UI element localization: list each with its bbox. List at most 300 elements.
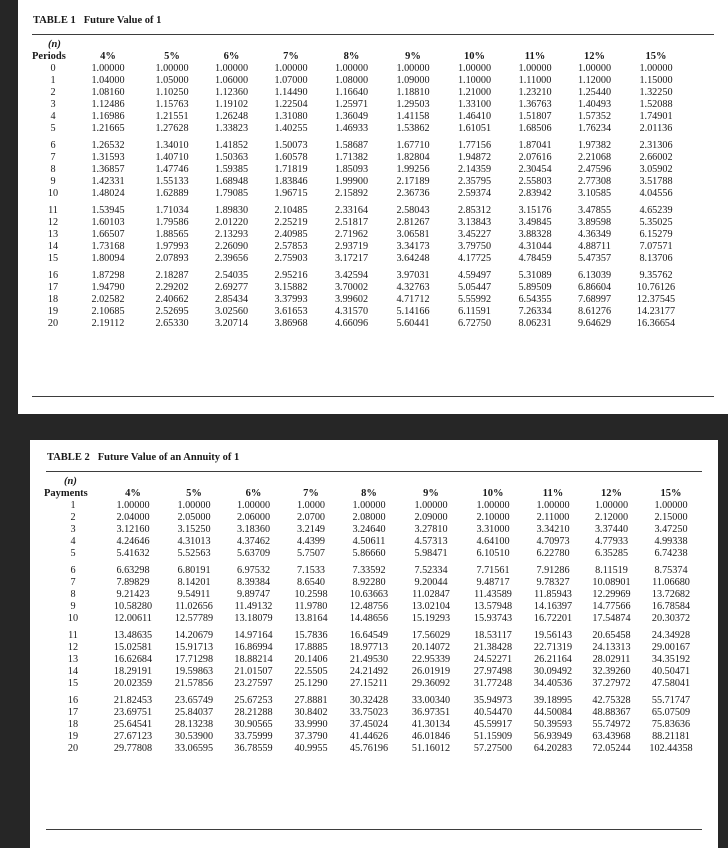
header-row (44, 488, 702, 500)
value-cell: 45.59917 (473, 719, 513, 730)
value-cell: 55.71747 (651, 695, 691, 706)
value-cell: 11.49132 (234, 601, 273, 612)
value-cell: 18.97713 (349, 642, 389, 653)
value-cell: 9.48717 (476, 577, 510, 588)
value-cell: 25.67253 (234, 695, 273, 706)
value-cell: 1.10250 (155, 87, 189, 98)
value-cell: 64.20283 (533, 743, 573, 754)
table-1-panel (18, 0, 728, 414)
value-cell: 15.91713 (174, 642, 214, 653)
value-cell: 1.00000 (334, 63, 369, 74)
value-cell: 2.39656 (214, 253, 249, 264)
period-label: 8 (70, 589, 76, 600)
value-cell: 18.53117 (474, 630, 512, 641)
value-cell: 13.18079 (234, 613, 273, 624)
row-header-label: Periods (32, 51, 66, 62)
value-cell: 2.66002 (639, 152, 673, 163)
value-cell: 4.77933 (594, 536, 629, 547)
value-cell: 18.88214 (234, 654, 273, 665)
period-label: 6 (50, 140, 56, 151)
value-cell: 30.53900 (174, 731, 214, 742)
value-cell: 27.8881 (294, 695, 328, 706)
value-cell: 33.75023 (349, 707, 389, 718)
value-cell: 2.10485 (274, 205, 308, 216)
table-row (32, 99, 688, 111)
value-cell: 1.08160 (91, 87, 125, 98)
value-cell: 2.07616 (518, 152, 552, 163)
value-cell: 37.27972 (592, 678, 631, 689)
value-cell: 1.73168 (91, 241, 125, 252)
value-cell: 1.52088 (639, 99, 673, 110)
value-cell: 2.29202 (155, 282, 189, 293)
value-cell: 3.12160 (116, 524, 150, 535)
table-1-bottom-rule (32, 396, 714, 397)
period-label: 11 (48, 205, 58, 216)
value-cell: 3.37993 (274, 294, 308, 305)
value-cell: 2.77308 (577, 176, 612, 187)
value-cell: 31.77248 (473, 678, 513, 689)
value-cell: 2.04000 (116, 512, 150, 523)
value-cell: 28.02911 (592, 654, 631, 665)
period-label: 9 (50, 176, 56, 187)
value-cell: 37.45024 (349, 719, 389, 730)
table-row (44, 589, 702, 601)
value-cell: 1.29503 (396, 99, 430, 110)
value-cell: 15.02581 (113, 642, 153, 653)
value-cell: 1.62889 (155, 188, 189, 199)
value-cell: 20.02359 (113, 678, 153, 689)
value-cell: 7.1533 (296, 565, 325, 576)
period-label: 20 (47, 318, 59, 329)
value-cell: 2.81267 (396, 217, 430, 228)
table-1-top-rule (32, 34, 714, 35)
value-cell: 1.00000 (91, 63, 125, 74)
period-label: 16 (47, 270, 59, 281)
value-cell: 1.83846 (274, 176, 308, 187)
value-cell: 4.4399 (296, 536, 325, 547)
value-cell: 6.35285 (594, 548, 629, 559)
value-cell: 40.54470 (473, 707, 513, 718)
value-cell: 2.08000 (352, 512, 386, 523)
value-cell: 2.75903 (274, 253, 308, 264)
period-label: 17 (67, 707, 79, 718)
period-label: 5 (50, 123, 56, 134)
rate-header: 6% (245, 488, 262, 499)
value-cell: 51.16012 (411, 743, 451, 754)
value-cell: 29.36092 (411, 678, 451, 689)
period-label: 12 (67, 642, 79, 653)
value-cell: 1.99900 (334, 176, 369, 187)
value-cell: 2.69277 (214, 282, 249, 293)
value-cell: 4.71712 (396, 294, 430, 305)
value-cell: 5.47357 (577, 253, 612, 264)
period-label: 3 (70, 524, 76, 535)
value-cell: 1.22504 (274, 99, 308, 110)
table-1-number: TABLE 1 (33, 15, 76, 26)
value-cell: 6.80191 (177, 565, 211, 576)
value-cell: 14.97164 (234, 630, 273, 641)
value-cell: 1.00000 (116, 500, 150, 511)
value-cell: 1.16986 (91, 111, 125, 122)
value-cell: 3.18360 (236, 524, 271, 535)
value-cell: 48.88367 (592, 707, 631, 718)
value-cell: 1.87041 (518, 140, 552, 151)
value-cell: 4.31044 (518, 241, 552, 252)
value-cell: 30.32428 (349, 695, 389, 706)
period-label: 2 (50, 87, 56, 98)
value-cell: 20.14072 (411, 642, 451, 653)
value-cell: 1.18810 (396, 87, 430, 98)
value-cell: 1.33100 (457, 99, 492, 110)
value-cell: 15.93743 (473, 613, 513, 624)
value-cell: 2.85434 (214, 294, 249, 305)
value-cell: 11.43589 (474, 589, 512, 600)
table-row (32, 75, 688, 87)
table-row (32, 253, 688, 265)
value-cell: 34.40536 (533, 678, 573, 689)
value-cell: 4.70973 (536, 536, 570, 547)
value-cell: 1.68948 (214, 176, 249, 187)
period-label: 19 (67, 731, 79, 742)
value-cell: 2.30454 (518, 164, 552, 175)
table-row (32, 318, 688, 330)
value-cell: 10.2598 (294, 589, 328, 600)
value-cell: 1.25440 (577, 87, 612, 98)
value-cell: 2.10685 (91, 306, 125, 317)
rate-header: 6% (223, 51, 240, 62)
value-cell: 1.00000 (594, 500, 629, 511)
table-row (32, 176, 688, 188)
table-row (44, 512, 702, 524)
value-cell: 11.02656 (175, 601, 213, 612)
value-cell: 24.13313 (592, 642, 631, 653)
value-cell: 1.00000 (274, 63, 308, 74)
value-cell: 32.39260 (592, 666, 631, 677)
value-cell: 1.00000 (396, 63, 430, 74)
value-cell: 2.40662 (155, 294, 189, 305)
value-cell: 23.27597 (234, 678, 273, 689)
value-cell: 7.52334 (414, 565, 448, 576)
value-cell: 3.99602 (334, 294, 369, 305)
value-cell: 3.47250 (654, 524, 688, 535)
value-cell: 14.16397 (533, 601, 573, 612)
value-cell: 2.19112 (91, 318, 125, 329)
value-cell: 2.11000 (536, 512, 570, 523)
value-cell: 4.31570 (334, 306, 369, 317)
table-row (44, 500, 702, 512)
value-cell: 4.99338 (654, 536, 688, 547)
value-cell: 4.59497 (457, 270, 492, 281)
table-row (44, 642, 702, 654)
value-cell: 1.31593 (91, 152, 125, 163)
value-cell: 27.15211 (350, 678, 388, 689)
value-cell: 1.58687 (334, 140, 369, 151)
table-row (44, 601, 702, 613)
value-cell: 14.23177 (636, 306, 676, 317)
value-cell: 1.46410 (457, 111, 492, 122)
value-cell: 3.37440 (594, 524, 629, 535)
value-cell: 4.24646 (116, 536, 150, 547)
value-cell: 4.65239 (639, 205, 673, 216)
value-cell: 1.04000 (91, 75, 125, 86)
value-cell: 2.65330 (155, 318, 189, 329)
period-label: 15 (67, 678, 79, 689)
rate-header: 9% (405, 51, 421, 62)
value-cell: 4.17725 (457, 253, 492, 264)
value-cell: 1.00000 (236, 500, 271, 511)
value-cell: 1.96715 (274, 188, 308, 199)
value-cell: 2.21068 (577, 152, 612, 163)
value-cell: 5.98471 (414, 548, 448, 559)
value-cell: 56.93949 (533, 731, 573, 742)
value-cell: 1.21551 (155, 111, 189, 122)
value-cell: 13.8164 (294, 613, 328, 624)
value-cell: 1.89830 (214, 205, 249, 216)
value-cell: 1.50073 (274, 140, 308, 151)
value-cell: 1.23210 (518, 87, 552, 98)
value-cell: 2.57853 (274, 241, 308, 252)
value-cell: 1.26248 (214, 111, 249, 122)
value-cell: 2.83942 (518, 188, 552, 199)
table-row (32, 111, 688, 123)
value-cell: 72.05244 (592, 743, 631, 754)
value-cell: 3.27810 (414, 524, 448, 535)
table-row (44, 678, 702, 690)
table-row (32, 306, 688, 318)
period-label: 14 (47, 241, 59, 252)
value-cell: 6.63298 (116, 565, 150, 576)
value-cell: 16.64549 (349, 630, 389, 641)
period-label: 10 (67, 613, 79, 624)
value-cell: 11.02847 (412, 589, 450, 600)
value-cell: 34.35192 (651, 654, 691, 665)
value-cell: 1.61051 (457, 123, 492, 134)
value-cell: 21.82453 (113, 695, 153, 706)
value-cell: 3.10585 (577, 188, 612, 199)
value-cell: 5.7507 (296, 548, 325, 559)
value-cell: 25.64541 (113, 719, 153, 730)
value-cell: 1.00000 (414, 500, 448, 511)
table-2-title-text: Future Value of an Annuity of 1 (97, 452, 240, 463)
value-cell: 1.79085 (214, 188, 249, 199)
value-cell: 2.15000 (654, 512, 688, 523)
value-cell: 1.53862 (396, 123, 430, 134)
table-1-title-text: Future Value of 1 (83, 15, 162, 26)
value-cell: 36.78559 (234, 743, 273, 754)
table-row (44, 666, 702, 678)
value-cell: 4.36349 (577, 229, 612, 240)
value-cell: 1.48024 (91, 188, 125, 199)
period-label: 4 (50, 111, 56, 122)
value-cell: 2.05000 (177, 512, 211, 523)
value-cell: 3.13843 (457, 217, 492, 228)
period-label: 0 (50, 63, 56, 74)
value-cell: 5.60441 (396, 318, 430, 329)
value-cell: 1.46933 (334, 123, 369, 134)
value-cell: 2.95216 (274, 270, 308, 281)
period-label: 12 (47, 217, 59, 228)
value-cell: 36.97351 (411, 707, 451, 718)
value-cell: 2.26090 (214, 241, 249, 252)
value-cell: 1.08000 (334, 75, 369, 86)
value-cell: 20.1406 (294, 654, 328, 665)
value-cell: 2.09000 (414, 512, 448, 523)
value-cell: 1.0000 (296, 500, 325, 511)
table-row (44, 548, 702, 560)
value-cell: 3.88328 (518, 229, 552, 240)
period-label: 10 (47, 188, 59, 199)
value-cell: 10.08901 (592, 577, 631, 588)
value-cell: 1.00000 (457, 63, 492, 74)
value-cell: 1.21665 (91, 123, 125, 134)
value-cell: 3.20714 (214, 318, 249, 329)
value-cell: 21.49530 (349, 654, 389, 665)
rate-header: 9% (423, 488, 439, 499)
value-cell: 4.78459 (518, 253, 552, 264)
value-cell: 1.00000 (155, 63, 189, 74)
value-cell: 13.72682 (651, 589, 691, 600)
value-cell: 1.51807 (518, 111, 552, 122)
value-cell: 1.41852 (214, 140, 249, 151)
value-cell: 2.85312 (457, 205, 492, 216)
value-cell: 16.86994 (234, 642, 273, 653)
value-cell: 41.44626 (349, 731, 389, 742)
value-cell: 22.95339 (411, 654, 451, 665)
value-cell: 6.72750 (457, 318, 492, 329)
value-cell: 26.01919 (411, 666, 451, 677)
value-cell: 1.12486 (91, 99, 125, 110)
table-row (32, 152, 688, 164)
value-cell: 9.78327 (536, 577, 570, 588)
value-cell: 6.13039 (577, 270, 612, 281)
value-cell: 55.74972 (592, 719, 631, 730)
value-cell: 10.58280 (113, 601, 153, 612)
value-cell: 5.35025 (639, 217, 673, 228)
value-cell: 2.40985 (274, 229, 308, 240)
table-row (32, 164, 688, 176)
value-cell: 7.68997 (577, 294, 612, 305)
value-cell: 8.14201 (177, 577, 211, 588)
value-cell: 3.70002 (334, 282, 369, 293)
value-cell: 1.50363 (214, 152, 249, 163)
value-cell: 33.9990 (294, 719, 328, 730)
value-cell: 45.76196 (349, 743, 389, 754)
value-cell: 7.91286 (536, 565, 570, 576)
value-cell: 1.09000 (396, 75, 430, 86)
value-cell: 42.75328 (592, 695, 631, 706)
value-cell: 2.31306 (639, 140, 673, 151)
value-cell: 2.35795 (457, 176, 492, 187)
value-cell: 3.89598 (577, 217, 612, 228)
value-cell: 29.77808 (113, 743, 153, 754)
table-row (32, 282, 688, 294)
value-cell: 2.33164 (334, 205, 369, 216)
value-cell: 25.1290 (294, 678, 328, 689)
value-cell: 5.86660 (352, 548, 386, 559)
value-cell: 5.31089 (518, 270, 552, 281)
value-cell: 28.13238 (174, 719, 214, 730)
value-cell: 2.58043 (396, 205, 430, 216)
value-cell: 5.63709 (236, 548, 271, 559)
value-cell: 13.48635 (113, 630, 153, 641)
value-cell: 8.61276 (577, 306, 612, 317)
value-cell: 1.74901 (639, 111, 673, 122)
value-cell: 7.26334 (518, 306, 552, 317)
value-cell: 30.90565 (234, 719, 273, 730)
value-cell: 6.74238 (654, 548, 688, 559)
value-cell: 1.97993 (155, 241, 189, 252)
value-cell: 2.10000 (476, 512, 510, 523)
period-label: 20 (67, 743, 79, 754)
period-label: 13 (67, 654, 79, 665)
value-cell: 3.97031 (396, 270, 430, 281)
table-1-title (33, 15, 161, 26)
value-cell: 1.40255 (274, 123, 308, 134)
period-label: 6 (70, 565, 76, 576)
value-cell: 5.89509 (518, 282, 552, 293)
rate-header: 7% (283, 51, 299, 62)
value-cell: 11.9780 (294, 601, 328, 612)
row-header-label: Payments (44, 488, 88, 499)
value-cell: 1.53945 (91, 205, 125, 216)
value-cell: 6.86604 (577, 282, 612, 293)
value-cell: 1.76234 (577, 123, 612, 134)
value-cell: 9.20044 (414, 577, 448, 588)
period-label: 8 (50, 164, 56, 175)
value-cell: 2.59374 (457, 188, 492, 199)
value-cell: 1.15763 (155, 99, 189, 110)
value-cell: 47.58041 (651, 678, 691, 689)
value-cell: 1.71819 (274, 164, 308, 175)
period-label: 18 (67, 719, 79, 730)
table-row (44, 613, 702, 625)
value-cell: 22.5505 (294, 666, 328, 677)
value-cell: 1.79586 (155, 217, 189, 228)
value-cell: 40.50471 (651, 666, 691, 677)
value-cell: 13.02104 (411, 601, 451, 612)
value-cell: 3.06581 (396, 229, 430, 240)
value-cell: 12.48756 (349, 601, 389, 612)
value-cell: 1.19102 (214, 99, 249, 110)
value-cell: 5.05447 (457, 282, 492, 293)
table-row (32, 265, 688, 282)
value-cell: 1.00000 (536, 500, 570, 511)
period-label: 11 (68, 630, 78, 641)
table-row (44, 707, 702, 719)
value-cell: 2.01220 (214, 217, 249, 228)
value-cell: 1.42331 (91, 176, 125, 187)
value-cell: 1.36763 (518, 99, 552, 110)
rate-header: 15% (645, 51, 667, 62)
period-label: 15 (47, 253, 59, 264)
table-row (44, 719, 702, 731)
value-cell: 1.94872 (457, 152, 492, 163)
value-cell: 1.06000 (214, 75, 249, 86)
value-cell: 2.01136 (639, 123, 673, 134)
value-cell: 3.47855 (577, 205, 612, 216)
value-cell: 15.19293 (411, 613, 451, 624)
table-row (44, 524, 702, 536)
value-cell: 6.97532 (236, 565, 271, 576)
value-cell: 23.69751 (113, 707, 153, 718)
value-cell: 20.30372 (651, 613, 691, 624)
value-cell: 3.15250 (177, 524, 211, 535)
value-cell: 13.57948 (473, 601, 513, 612)
value-cell: 40.9955 (294, 743, 328, 754)
value-cell: 1.77156 (457, 140, 492, 151)
header-row (32, 51, 688, 63)
value-cell: 1.94790 (91, 282, 125, 293)
